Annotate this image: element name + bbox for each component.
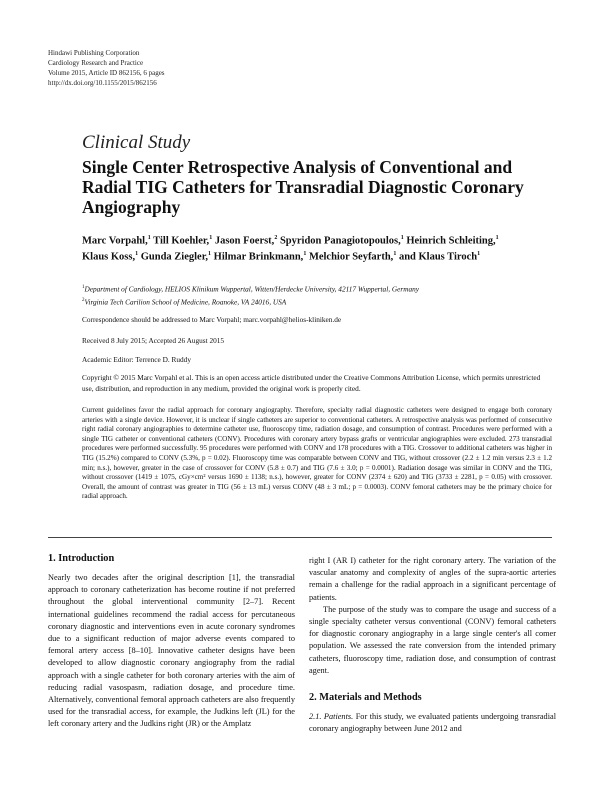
received-dates: Received 8 July 2015; Accepted 26 August 2015 — [82, 336, 225, 345]
article-title: Single Center Retrospective Analysis of Conventional and Radial TIG Catheters for Transradial Diagnostic Coronary Angiography — [82, 157, 524, 217]
author-name: and Klaus Tiroch — [398, 251, 478, 263]
affiliations — [82, 282, 419, 308]
author-affiliation-mark: 2 — [274, 235, 278, 241]
intro-paragraph-1-continued: right I (AR I) catheter for the right coronary artery. The variation of the vascular anatomy and complexity of angles of the supra-aortic arteries remain a challenge for the radial approach in a significant percentage of patients. — [309, 556, 556, 602]
affiliation-2: $^2$Virginia Tech Carilion School of Medicine, Roanoke, VA 24016, USA — [82, 297, 287, 307]
author-name: Jason Foerst, — [214, 235, 275, 247]
abstract: Current guidelines favor the radial approach for coronary angiography. Therefore, specialty radial diagnostic catheters were designed to engage both coronary arteries with a single device. However, it is unclear if single catheters are superior to conventional catheters. A retrospective analysis was performed of consecutive right radial coronary angiographies to determine catheter use, fluoroscopy time, radiation dosage, and consumption of contrast. Procedures were performed with a single TIG catheter or conventional catheters (CONV). Procedures with coronary artery bypass grafts or ventricular angiographies were excluded. 273 transradial procedures were performed successfully. 95 procedures were performed with CONV and 178 procedures with a TIG. Crossover to additional catheters was higher in TIG (15.2%) compared to CONV (5.3%, p = 0.02). Fluoroscopy time was comparable between CONV and TIG, without crossover (2.2 ± 1.2 min versus 2.3 ± 1.2 min; n.s.), however, greater in the case of crossover for CONV (5.8 ± 0.7) and TIG (7.6 ± 3.0; p = 0.0001). Radiation dosage was similar in CONV and the TIG, without crossover (1419 ± 1075, cGy×cm² versus 1690 ± 1138; n.s.), however, greater for CONV (2374 ± 620) and TIG (3733 ± 2281, p = 0.05) with crossover. Overall, the amount of contrast was greater in TIG (56 ± 13 mL) versus CONV (48 ± 3 mL; p = 0.0003). CONV femoral catheters may be the primary choice for radial approach. — [82, 406, 552, 501]
study-type: Clinical Study — [82, 132, 191, 153]
volume-info: Volume 2015, Article ID 862156, 6 pages — [48, 69, 165, 77]
author-name: Hilmar Brinkmann, — [213, 251, 304, 263]
column-left — [48, 552, 295, 731]
publisher: Hindawi Publishing Corporation — [48, 49, 140, 57]
column-right — [309, 555, 556, 735]
intro-paragraph-2: The purpose of the study was to compare the usage and success of a single specialty catheter versus conventional (CONV) femoral catheters for diagnostic coronary angiography in a large single center's all comer population. We assessed the rate conversion from the intended primary catheters, fluoroscopy time, radiation dose, and consumption of contrast agent. — [309, 604, 556, 675]
doi-link[interactable]: http://dx.doi.org/10.1155/2015/862156 — [48, 79, 157, 87]
journal-name: Cardiology Research and Practice — [48, 59, 144, 67]
affiliation-1: $^1$Department of Cardiology, HELIOS Klinikum Wuppertal, Witten/Herdecke University, 42117 Wuppertal, Germany — [82, 284, 420, 294]
author-affiliation-mark: 1 — [209, 235, 213, 241]
author-list — [82, 232, 502, 264]
methods-heading: 2. Materials and Methods — [309, 692, 422, 704]
author-affiliation-mark: 1 — [135, 251, 139, 257]
author-name: Spyridon Panagiotopoulos, — [279, 235, 401, 247]
author-affiliation-mark: 1 — [400, 235, 404, 241]
methods-paragraph — [309, 711, 556, 735]
author-affiliation-mark: 1 — [208, 251, 212, 257]
author-affiliation-mark: 1 — [303, 251, 307, 257]
author-affiliation-mark: 1 — [393, 251, 397, 257]
correspondence: Correspondence should be addressed to Marc Vorpahl; marc.vorpahl@helios-kliniken.de — [82, 315, 342, 324]
author-affiliation-mark: 1 — [477, 251, 481, 257]
intro-heading: 1. Introduction — [48, 553, 115, 564]
intro-paragraph-1: Nearly two decades after the original description [1], the transradial approach to coronary catheterization has become routine if not preferred throughout the global interventional community [2–7]. Recent international guidelines recommend the radial access for percutaneous coronary diagnostic and interventions even in acute coronary syndromes due to a significant reduction of major adverse events compared to femoral artery access [8–10]. Innovative catheter designs have been developed to allow diagnostic coronary angiography from the radial approach with a single catheter for both coronary arteries with the aim of reducing radial vasospasm, radiation dosage, and procedure time. Alternatively, conventional femoral approach catheters are also frequently used for the transradial access, for example, the Judkins left (JL) for the left coronary artery and the Judkins right (JR) or the Amplatz — [48, 573, 295, 729]
author-affiliation-mark: 1 — [495, 235, 499, 241]
author-name: Melchior Seyfarth, — [308, 251, 394, 263]
author-name: Till Koehler, — [153, 235, 210, 247]
section-divider — [48, 537, 552, 538]
author-name: Heinrich Schleiting, — [406, 235, 496, 247]
academic-editor: Academic Editor: Terrence D. Ruddy — [82, 355, 191, 364]
copyright-notice: Copyright © 2015 Marc Vorpahl et al. This is an open access article distributed under the Creative Commons Attribution License, which permits unrestricted use, distribution, and reproduction in any medium, provided the original work is properly cited. — [82, 373, 541, 393]
journal-header — [48, 48, 165, 88]
author-name: Gunda Ziegler, — [140, 251, 209, 263]
author-name: Marc Vorpahl, — [82, 235, 148, 247]
patients-text: For this study, we evaluated patients undergoing transradial coronary angiography between June 2012 and — [309, 712, 556, 734]
patients-subheading: 2.1. Patients. — [309, 712, 354, 722]
author-name: Klaus Koss, — [82, 251, 136, 263]
author-affiliation-mark: 1 — [147, 235, 151, 241]
